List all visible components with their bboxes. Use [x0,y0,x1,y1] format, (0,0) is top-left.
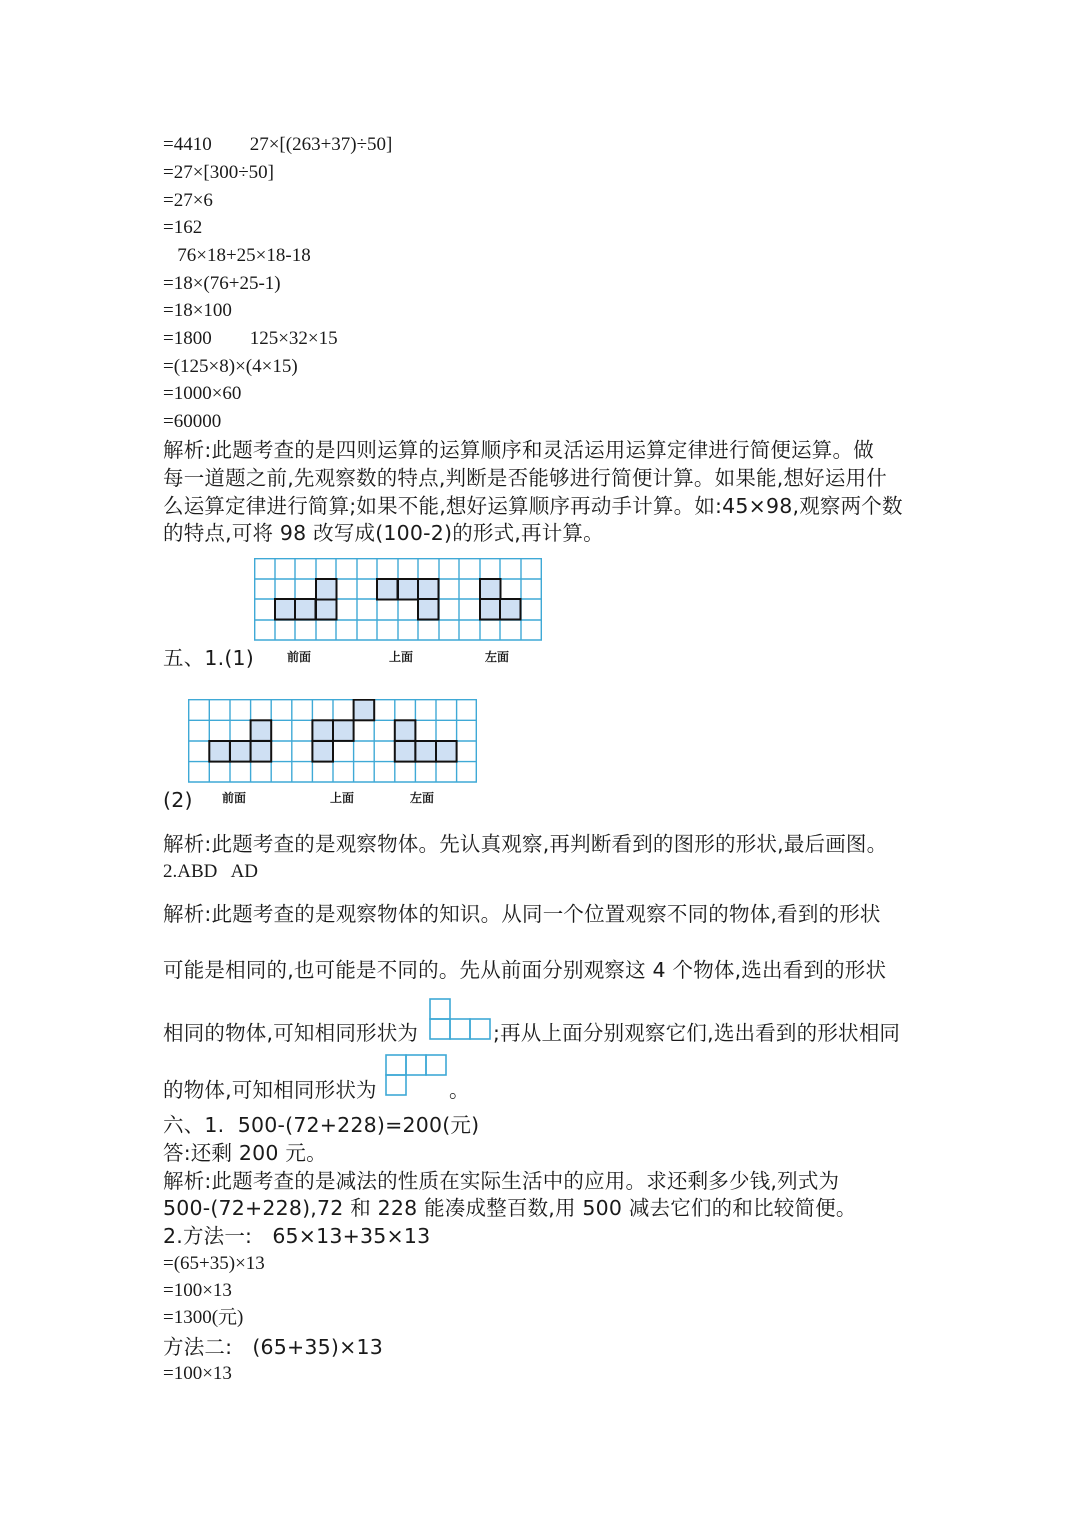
front-view-shape [209,720,271,761]
calc-line: =4410 27×[(263+37)÷50] [163,134,393,155]
calc-line: =1300(元) [163,1307,244,1328]
analysis-text: 解析:此题考查的是减法的性质在实际生活中的应用。求还剩多少钱,列式为 [163,1169,840,1193]
calc-line: =1000×60 [163,383,242,404]
analysis-text: 的物体,可知相同形状为 [163,1078,377,1102]
analysis-text: 解析:此题考查的是观察物体。先认真观察,再判断看到的图形的形状,最后画图。 [163,832,888,856]
same-shape-top-figure [385,1054,449,1098]
view-label-top: 上面 [330,791,355,805]
calc-line: =60000 [163,411,222,432]
left-view-shape [480,579,521,620]
calc-line: 76×18+25×18-18 [163,245,311,266]
view-grid-1 [254,558,544,641]
analysis-text: 每一道题之前,先观察数的特点,判断是否能够进行简便计算。如果能,想好运用什 [163,466,887,490]
view-label-left: 左面 [410,791,435,805]
analysis-text: 么运算定律进行简算;如果不能,想好运算顺序再动手计算。如:45×98,观察两个数 [163,494,903,518]
answer-text: 答:还剩 200 元。 [163,1141,327,1165]
top-view-shape [312,700,374,762]
calc-line: =27×6 [163,190,213,211]
question-label: 五、1.(1) [163,646,254,670]
front-view-shape [275,579,337,620]
view-label-front: 前面 [222,791,247,805]
same-shape-front-figure [429,998,493,1042]
analysis-text: 可能是相同的,也可能是不同的。先从前面分别观察这 4 个物体,选出看到的形状 [163,958,887,982]
analysis-text: 解析:此题考查的是四则运算的运算顺序和灵活运用运算定律进行简便运算。做 [163,438,874,462]
view-label-front: 前面 [287,650,312,664]
analysis-text: 500-(72+228),72 和 228 能凑成整百数,用 500 减去它们的和比较简便。 [163,1196,857,1220]
analysis-text: 。 [449,1078,470,1102]
calc-line: =18×100 [163,300,232,321]
calc-line: =(65+35)×13 [163,1253,265,1274]
top-view-shape [377,579,439,620]
view-label-left: 左面 [485,650,510,664]
answer-text: 2.ABD AD [163,861,259,882]
calc-line: =18×(76+25-1) [163,273,281,294]
view-label-top: 上面 [389,650,414,664]
calc-line: =100×13 [163,1363,232,1384]
analysis-text: ;再从上面分别观察它们,选出看到的形状相同 [493,1021,901,1045]
calc-line: =27×[300÷50] [163,162,275,183]
question-text: 方法二: (65+35)×13 [163,1335,383,1359]
calc-line: =(125×8)×(4×15) [163,356,298,377]
analysis-text: 解析:此题考查的是观察物体的知识。从同一个位置观察不同的物体,看到的形状 [163,902,881,926]
question-label: (2) [163,788,193,812]
view-grid-2 [188,699,478,783]
calc-line: =1800 125×32×15 [163,328,338,349]
left-view-shape [395,720,457,761]
analysis-text: 的特点,可将 98 改写成(100-2)的形式,再计算。 [163,521,604,545]
question-text: 六、1. 500-(72+228)=200(元) [163,1113,480,1137]
analysis-text: 相同的物体,可知相同形状为 [163,1021,419,1045]
calc-line: =100×13 [163,1280,232,1301]
calc-line: =162 [163,217,203,238]
question-text: 2.方法一: 65×13+35×13 [163,1224,431,1248]
